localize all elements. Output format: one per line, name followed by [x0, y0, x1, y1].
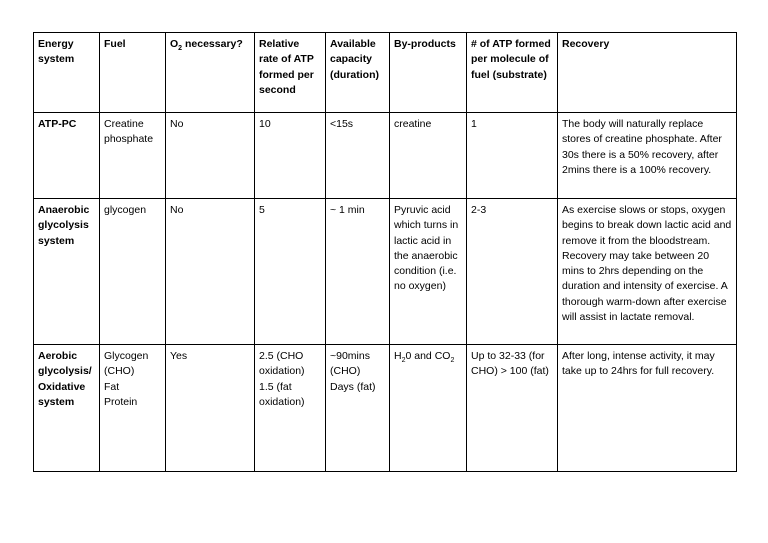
- cell-atp-count: Up to 32-33 (for CHO) > 100 (fat): [467, 345, 558, 472]
- cell-rate: 10: [255, 113, 326, 199]
- header-fuel: Fuel: [100, 33, 166, 113]
- fuel-line: Fat: [104, 380, 120, 393]
- cell-atp-count: 2-3: [467, 199, 558, 345]
- cell-byproducts: creatine: [390, 113, 467, 199]
- cell-energy-system: Aerobic glycolysis/ Oxidative system: [34, 345, 100, 472]
- table-row: [34, 199, 737, 345]
- cell-byproducts: $H_20$ and $CO_2$: [390, 345, 467, 472]
- cell-recovery: The body will naturally replace stores of creatine phosphate. After 30s there is a 50% recovery, after 2mins there is a 100% recovery.: [558, 113, 737, 199]
- cell-capacity: <15s: [326, 113, 390, 199]
- cell-energy-system: Anaerobic glycolysis system: [34, 199, 100, 345]
- cell-fuel: Creatine phosphate: [100, 113, 166, 199]
- table-row: [34, 345, 737, 472]
- cell-o2: No: [166, 113, 255, 199]
- header-rate: Relative rate of ATP formed per second: [255, 33, 326, 113]
- cell-capacity: [326, 345, 390, 472]
- cell-o2: Yes: [166, 345, 255, 472]
- header-byproducts: By-products: [390, 33, 467, 113]
- header-o2-necessary: $O_2$ necessary?: [166, 33, 255, 113]
- cell-energy-system: ATP-PC: [34, 113, 100, 199]
- energy-systems-table: [33, 32, 737, 472]
- rate-line: 1.5 (fat oxidation): [259, 380, 305, 408]
- cell-o2: No: [166, 199, 255, 345]
- header-recovery: Recovery: [558, 33, 737, 113]
- cell-rate: 5: [255, 199, 326, 345]
- cell-fuel: [100, 345, 166, 472]
- header-atp-count: # of ATP formed per molecule of fuel (substrate): [467, 33, 558, 113]
- cell-atp-count: 1: [467, 113, 558, 199]
- table-row: [34, 113, 737, 199]
- fuel-line: Glycogen (CHO): [104, 350, 149, 378]
- capacity-line: ~90mins (CHO): [330, 350, 370, 378]
- cell-byproducts: Pyruvic acid which turns in lactic acid in the anaerobic condition (i.e. no oxygen): [390, 199, 467, 345]
- cell-fuel: glycogen: [100, 199, 166, 345]
- cell-recovery: As exercise slows or stops, oxygen begins to break down lactic acid and remove it from the bloodstream. Recovery may take between 20 mins to 2hrs depending on the duration and intensity of exercise. A thorough warm-down after exercise will assist in lactate removal.: [558, 199, 737, 345]
- cell-rate: [255, 345, 326, 472]
- header-row: [34, 33, 737, 113]
- cell-recovery: After long, intense activity, it may take up to 24hrs for full recovery.: [558, 345, 737, 472]
- capacity-line: Days (fat): [330, 380, 376, 393]
- rate-line: 2.5 (CHO oxidation): [259, 350, 305, 378]
- fuel-line: Protein: [104, 395, 138, 408]
- header-energy-system: Energy system: [34, 33, 100, 113]
- cell-capacity: ~ 1 min: [326, 199, 390, 345]
- header-capacity: Available capacity (duration): [326, 33, 390, 113]
